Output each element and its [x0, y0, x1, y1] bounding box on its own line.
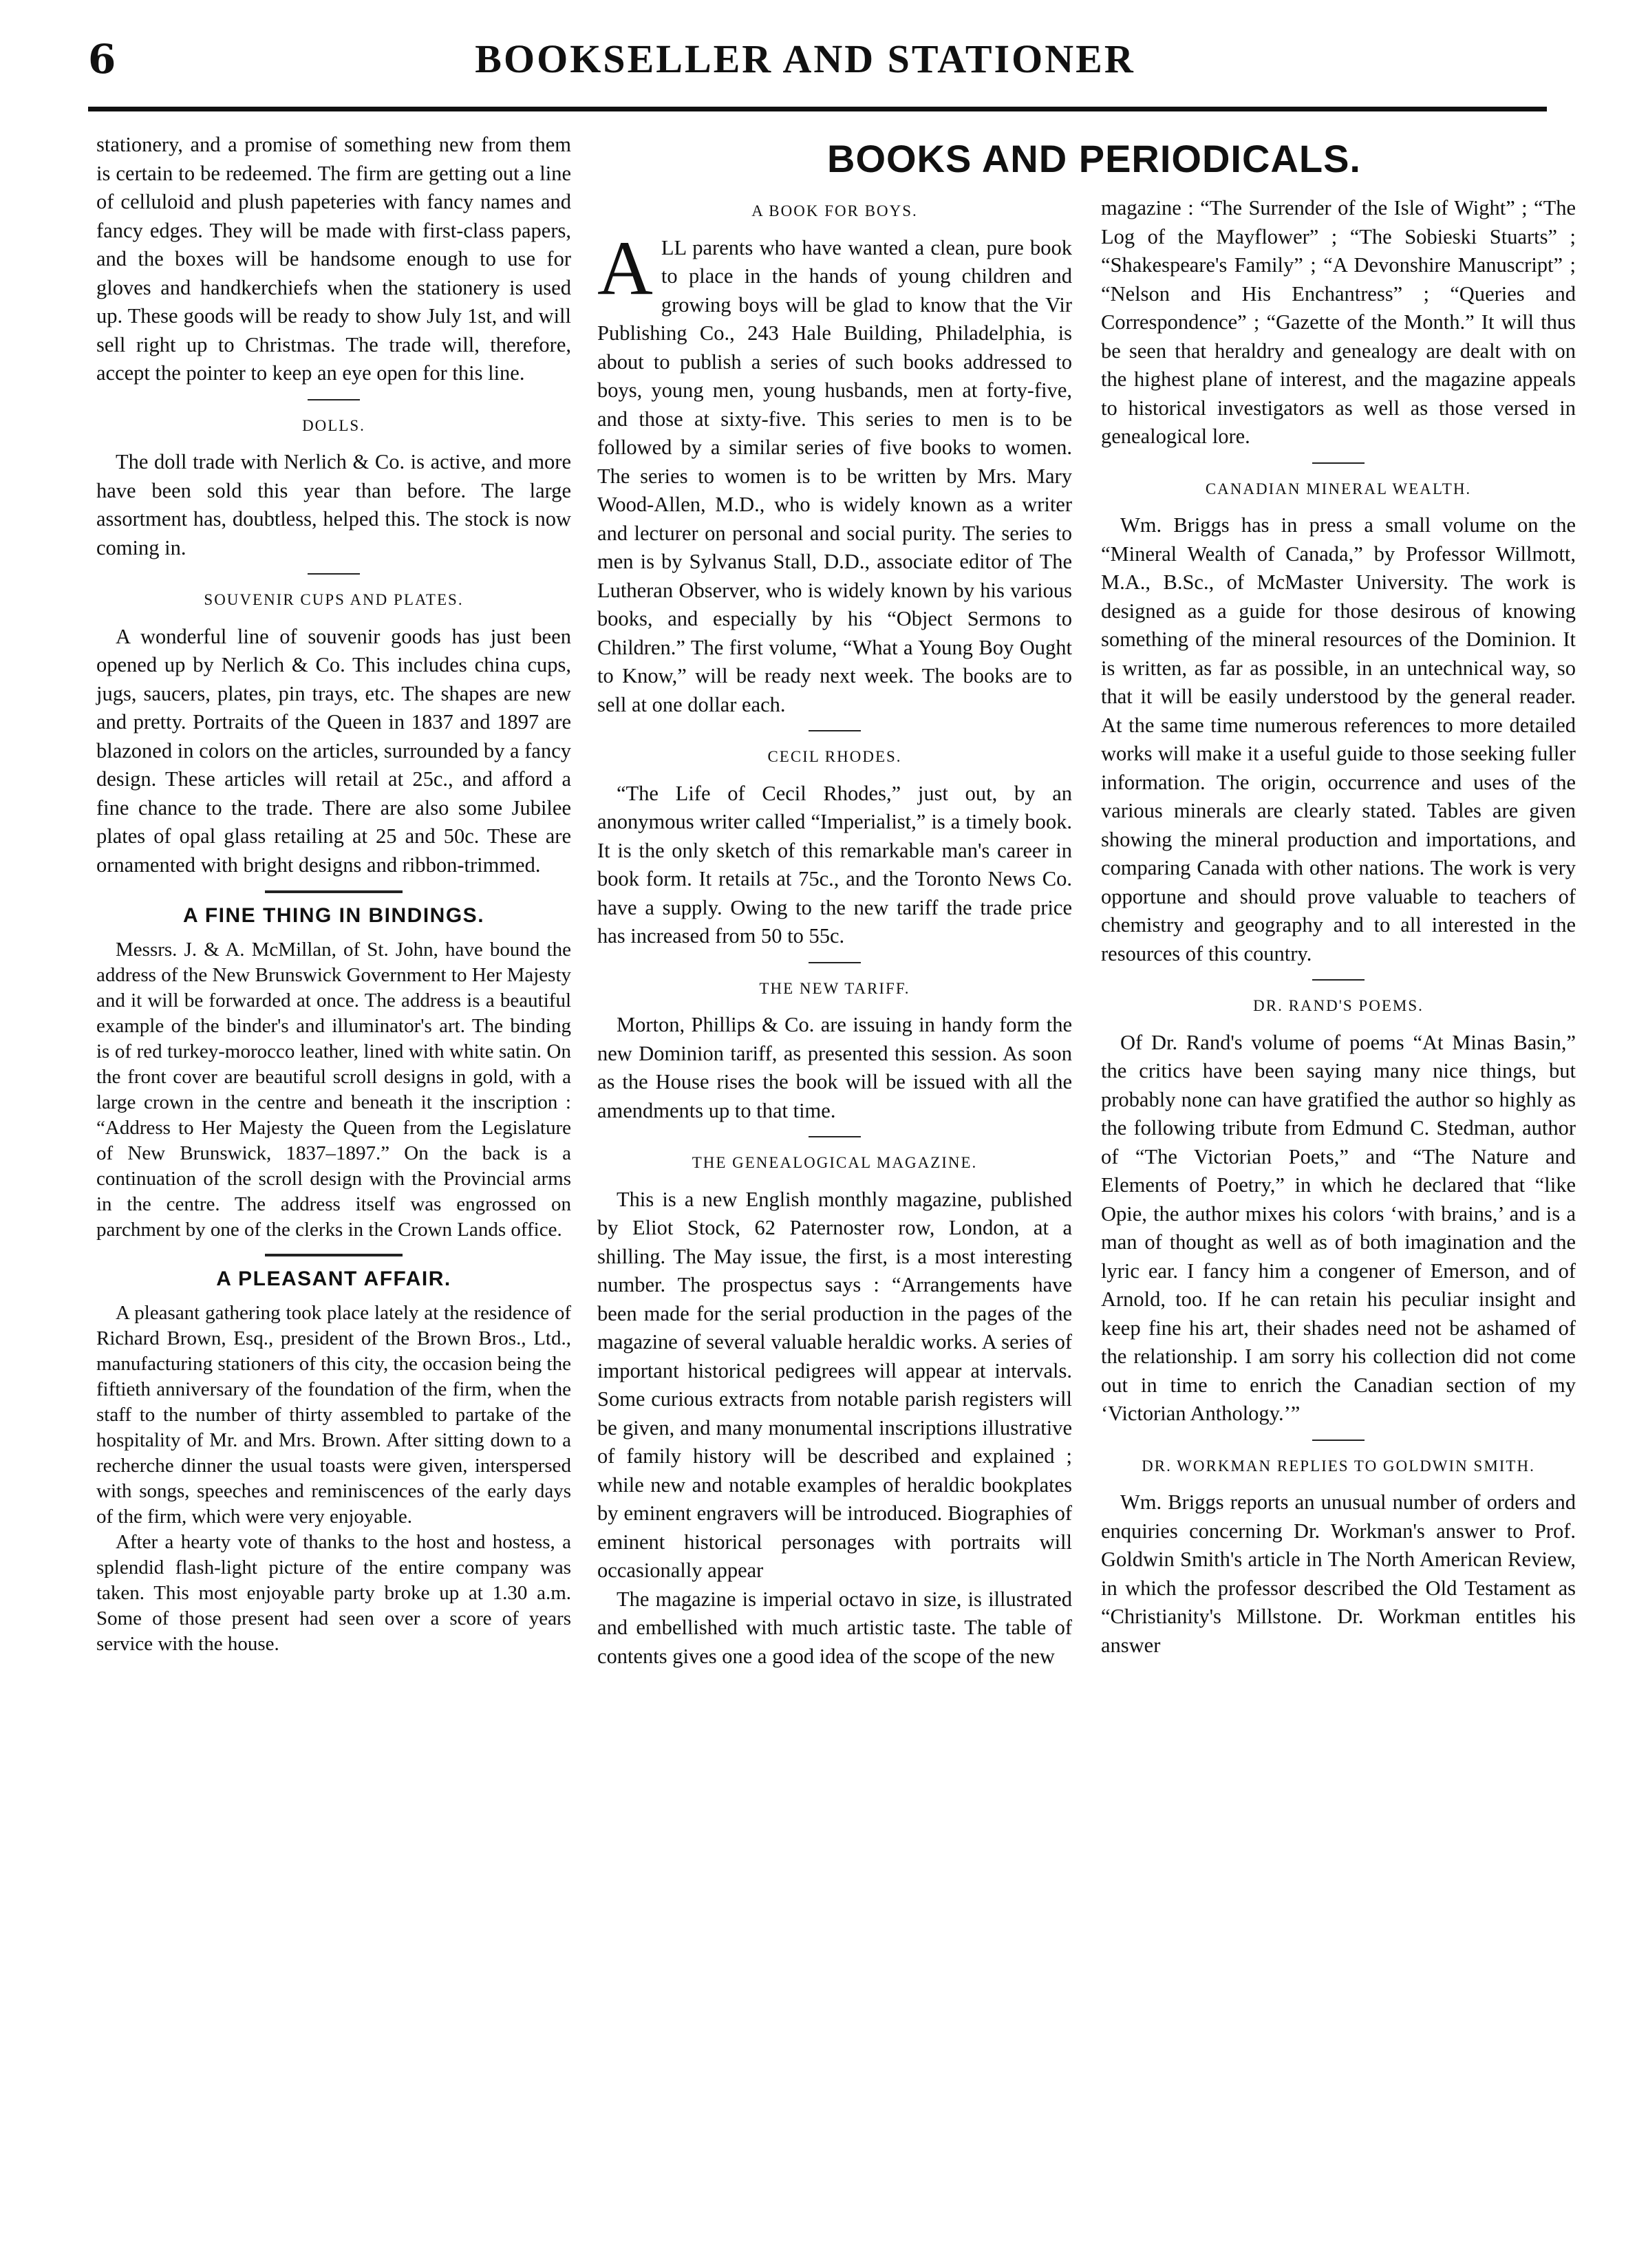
boys-paragraph: [597, 225, 1072, 720]
boys-heading: A BOOK FOR BOYS.: [751, 202, 918, 220]
bindings-heading: A FINE THING IN BINDINGS.: [182, 904, 485, 927]
page-number: 6: [88, 36, 116, 83]
tariff-heading: THE NEW TARIFF.: [759, 979, 910, 997]
section-divider: [265, 890, 403, 893]
souvenir-paragraph: A wonderful line of souvenir goods has just been opened up by Nerlich & Co. This includes china cups, jugs, saucers, plates, pin trays, etc. The shapes are new and pretty. Portraits of the Queen in 1837 and 1897 are blazoned in colors on the articles, surrounded by a fancy design. These articles will retail at 25c., and afford a fine chance to the trade. There are also some Jubilee plates of opal glass retailing at 25 and 50c. These are ornamented with bright designs and ribbon-trimmed.: [96, 624, 571, 877]
section-title: BOOKS AND PERIODICALS.: [827, 137, 1361, 180]
affair-paragraph-2: After a hearty vote of thanks to the host and hostess, a splendid flash-light picture of the entire company was taken. This most enjoyable party broke up at 1.30 a.m. Some of those present had seen over a score of years service with the house.: [96, 1531, 571, 1655]
section-divider: [1312, 979, 1365, 981]
genealogical-paragraph-2: The magazine is imperial octavo in size, is illustrated and embellished with much artistic taste. The table of contents gives one a good idea of the scope of the new: [597, 1587, 1072, 1668]
tariff-paragraph: Morton, Phillips & Co. are issuing in handy form the new Dominion tariff, as presented this session. As soon as the House rises the book will be issued with all the amendments up to that time.: [597, 1013, 1072, 1122]
dolls-heading: DOLLS.: [302, 416, 365, 434]
boys-text: LL parents who have wanted a clean, pure book to place in the hands of young children and growing boys will be glad to know that the Vir Publishing Co., 243 Hale Building, Philadelphia, is about to publish a series of such books addressed to boys, young men, young husbands, men at forty-five, and those at sixty-five. This series to men is to be followed by a similar series of five books to women. The series to women is to be written by Mrs. Mary Wood-Allen, M.D., who is widely known as a writer and lecturer on personal and social purity. The series to men is by Sylvanus Stall, D.D., associate editor of The Lutheran Observer, who is widely known by his various books, and especially by his “Object Sermons to Children.” The first volume, “What a Young Boy Ought to Know,” will be ready next week. The books are to sell at one dollar each.: [597, 235, 1072, 716]
section-divider: [1312, 1440, 1365, 1441]
affair-paragraph-1: A pleasant gathering took place lately at the residence of Richard Brown, Esq., president of the Brown Bros., Ltd., manufacturing stationers of this city, the occasion being the fiftieth anniversary of the foundation of the firm, when the staff to the number of thirty assembled to partake of the hospitality of Mr. and Mrs. Brown. After sitting down to a recherche dinner the usual toasts were given, interspersed with songs, speeches and reminiscences of the early days of the firm, which were very enjoyable.: [96, 1302, 571, 1528]
section-divider: [809, 730, 861, 731]
section-divider: [809, 1136, 861, 1137]
section-divider: [308, 573, 360, 575]
rhodes-heading: CECIL RHODES.: [767, 748, 902, 765]
dolls-paragraph: The doll trade with Nerlich & Co. is active, and more have been sold this year than before. The large assortment has, doubtless, helped this. The stock is now coming in.: [96, 450, 571, 559]
carryover-paragraph: stationery, and a promise of something new from them is certain to be redeemed. The firm are getting out a line of celluloid and plush papeteries with fancy names and fancy edges. They will be made with first-class papers, and the boxes will be handsome enough to use for gloves and handkerchiefs when the stationery is used up. These goods will be ready to show July 1st, and will sell right up to Christmas. The trade will, therefore, accept the pointer to keep an eye open for this line.: [96, 133, 571, 385]
running-title: BOOKSELLER AND STATIONER: [475, 36, 1135, 81]
column-left: [96, 131, 571, 1657]
carryover-paragraph: magazine : “The Surrender of the Isle of Wight” ; “The Log of the Mayflower” ; “The Sobieski Stuarts” ; “Shakespeare's Family” ; “A Devonshire Manuscript” ; “Nelson and His Enchantress” ; “Queries and Correspondence” ; “Gazette of the Month.” It will thus be seen that heraldry and genealogy are dealt with on the highest plane of interest, and the magazine appeals to historical investigators as well as those versed in genealogical lore.: [1101, 196, 1576, 448]
section-divider: [809, 962, 861, 963]
mineral-heading: CANADIAN MINERAL WEALTH.: [1205, 480, 1472, 498]
drop-cap: A: [597, 225, 653, 311]
header-rule: [88, 107, 1547, 111]
column-right: [1101, 194, 1576, 1660]
rhodes-paragraph: “The Life of Cecil Rhodes,” just out, by an anonymous writer called “Imperialist,” is a timely book. It is the only sketch of this remarkable man's career in book form. It retails at 75c., and the Toronto News Co. have a supply. Owing to the new tariff the trade price has increased from 50 to 55c.: [597, 781, 1072, 948]
rand-heading: DR. RAND'S POEMS.: [1253, 997, 1424, 1014]
section-divider: [1312, 462, 1365, 464]
section-divider: [308, 399, 360, 400]
workman-heading: DR. WORKMAN REPLIES TO GOLDWIN SMITH.: [1142, 1457, 1535, 1475]
mineral-paragraph: Wm. Briggs has in press a small volume on the “Mineral Wealth of Canada,” by Professor Willmott, M.A., B.Sc., of McMaster University. The work is designed as a guide for those desirous of knowing something of the mineral resources of the Dominion. It is written, as far as possible, in an untechnical way, so that it will be easily understood by the general reader. At the same time numerous references to more detailed works will make it a useful guide to those seeking fuller information. The origin, occurrence and uses of the various minerals are clearly stated. Tables are given showing the mineral production and importations, and comparing Canada with other nations. The work is very opportune and should prove valuable to teachers of chemistry and geography and to all interested in the resources of this country.: [1101, 513, 1576, 965]
workman-paragraph: Wm. Briggs reports an unusual number of orders and enquiries concerning Dr. Workman's answer to Prof. Goldwin Smith's article in The North American Review, in which the professor described the Old Testament as “Christianity's Millstone. Dr. Workman entitles his answer: [1101, 1490, 1576, 1657]
section-divider: [265, 1254, 403, 1256]
rand-paragraph: Of Dr. Rand's volume of poems “At Minas Basin,” the critics have been saying many nice things, but probably none can have gratified the author so highly as the following tribute from Edmund C. Stedman, author of “The Victorian Poets,” and “The Nature and Elements of Poetry,” in which he declared that “like Opie, the author mixes his colors ‘with brains,’ and is a man of thought as well as of both imagination and the lyric ear. I fancy him a congener of Emerson, and of Arnold, too. If he can retain his peculiar insight and keep fine his art, their shades need not be ashamed of the relationship. I am sorry his collection did not come out in time to enrich the Canadian section of my ‘Victorian Anthology.’”: [1101, 1030, 1576, 1425]
bindings-paragraph: Messrs. J. & A. McMillan, of St. John, have bound the address of the New Brunswick Government to Her Majesty and it will be forwarded at once. The address is a beautiful example of the binder's and illuminator's art. The binding is of red turkey-morocco leather, lined with white satin. On the front cover are beautiful scroll designs in gold, with a large crown in the centre and beneath it the inscription : “Address to Her Majesty the Queen from the Legislature of New Brunswick, 1837–1897.” On the back is a continuation of the scroll design with the Provincial arms in the centre. The address itself was engrossed on parchment by one of the clerks in the Crown Lands office.: [96, 939, 571, 1241]
column-middle: [597, 194, 1072, 1671]
affair-heading: A PLEASANT AFFAIR.: [216, 1267, 451, 1290]
souvenir-heading: SOUVENIR CUPS AND PLATES.: [204, 591, 464, 608]
genealogical-heading: THE GENEALOGICAL MAGAZINE.: [692, 1154, 978, 1171]
genealogical-paragraph-1: This is a new English monthly magazine, published by Eliot Stock, 62 Paternoster row, London, at a shilling. The May issue, the first, is a most interesting number. The prospectus says : “Arrangements have been made for the serial production in the pages of the magazine of several valuable heraldic works. A series of important historical pedigrees will appear at intervals. Some curious extracts from notable parish registers will be given, and many monumental inscriptions illustrative of family history will be described and explained ; while new and notable examples of heraldic bookplates by eminent engravers will be introduced. Biographies of eminent historical personages with portraits will occasionally appear: [597, 1187, 1072, 1582]
